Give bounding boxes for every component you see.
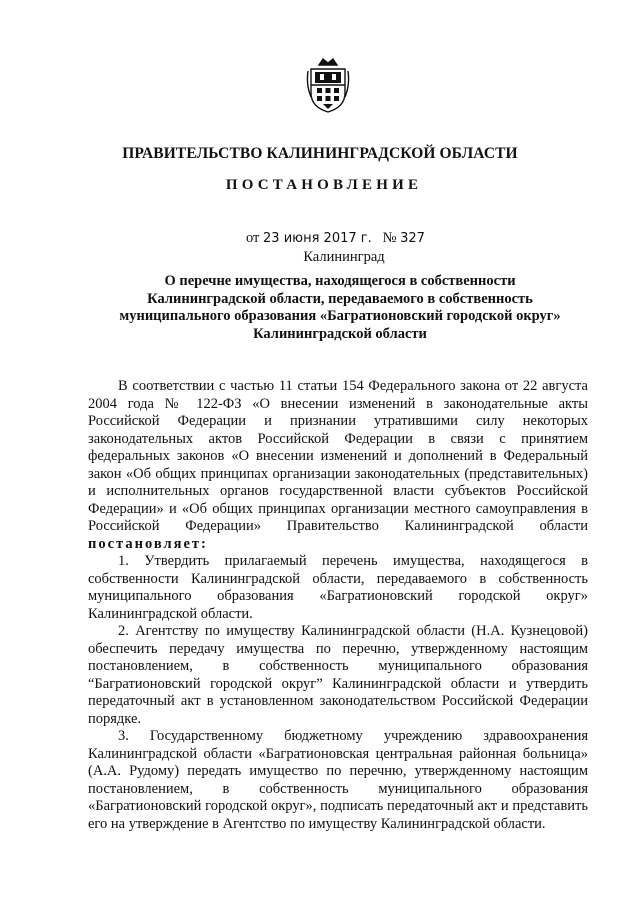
document-title <box>90 273 590 343</box>
document-date: 23 июня 2017 г. <box>263 231 372 246</box>
number-sign: № <box>382 230 397 246</box>
document-body <box>88 378 588 833</box>
title-line: Калининградской области <box>253 325 427 342</box>
item-paragraph: 1. Утвердить прилагаемый перечень имущества, находящегося в собственности Калининградской области, передаваемого в собственность муниципального образования «Багратионовский городской округ» Калининградской области. <box>88 553 588 622</box>
date-prefix: от <box>246 230 260 246</box>
preamble-paragraph <box>88 378 588 553</box>
organization-name: ПРАВИТЕЛЬСТВО КАЛИНИНГРАДСКОЙ ОБЛАСТИ <box>122 145 518 162</box>
document-type: ПОСТАНОВЛЕНИЕ <box>225 177 423 193</box>
title-line: Калининградской области, передаваемого в собственность <box>147 290 533 307</box>
title-line: О перечне имущества, находящегося в собственности <box>164 273 516 289</box>
coat-of-arms-icon <box>305 55 351 115</box>
decree-word: постановляет: <box>88 535 208 552</box>
title-line: муниципального образования «Багратионовский городской округ» <box>119 308 561 324</box>
document-dateline <box>246 230 425 247</box>
preamble-text: В соответствии с частью 11 статьи 154 Федерального закона от 22 августа 2004 года № 122-ФЗ «О внесении изменений в законодательные акты Российской Федерации и признании утратившими силу некоторых законодательных актов Российской Федерации в связи с принятием федеральных законов «О внесении изменений и дополнений в Федеральный закон «Об общих принципах организации законодательных (представительных) и исполнительных органов государственной власти субъектов Российской Федерации» и «Об общих принципах организации местного самоуправления в Российской Федерации» Правительство Калининградской области <box>88 378 588 534</box>
item-paragraph: 3. Государственному бюджетному учреждению здравоохранения Калининградской области «Багратионовская центральная районная больница» (А.А. Рудому) передать имущество по перечню, утвержденному настоящим постановлением, в собственность муниципального образования «Багратионовский городской округ», подписать передаточный акт и представить его на утверждение в Агентство по имуществу Калининградской области. <box>88 728 588 832</box>
item-paragraph: 2. Агентству по имуществу Калининградской области (Н.А. Кузнецовой) обеспечить передачу имущества по перечню, утвержденному настоящим постановлением, в собственность муниципального образования “Багратионовский городской округ” Калининградской области и утвердить передаточный акт в установленном законодательством Российской Федерации порядке. <box>88 623 588 727</box>
document-number: 327 <box>400 231 425 246</box>
document-city: Калининград <box>303 249 385 265</box>
